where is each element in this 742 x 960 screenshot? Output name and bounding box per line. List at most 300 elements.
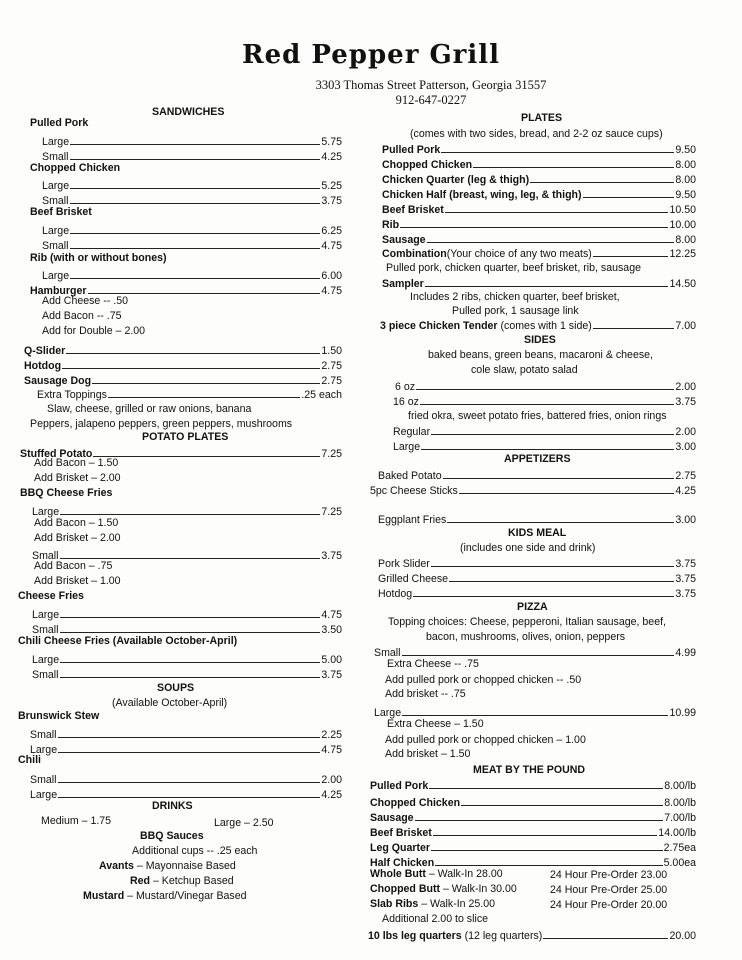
- menu-note: [47, 403, 251, 416]
- dotted-leader: [93, 456, 320, 457]
- section-heading: POTATO PLATES: [142, 431, 229, 443]
- menu-item: [393, 396, 696, 409]
- menu-note: [132, 845, 257, 858]
- menu-item-price: 4.75: [321, 744, 342, 756]
- menu-item-label: Sausage: [382, 234, 426, 246]
- menu-item-price: 4.75: [321, 285, 342, 297]
- menu-note-text: Medium – 1.75: [41, 815, 112, 827]
- menu-item-label: Beef Brisket: [382, 204, 444, 216]
- dotted-leader: [70, 278, 320, 279]
- menu-item-label: Add Bacon -- .75: [42, 310, 122, 322]
- menu-note: [370, 868, 503, 881]
- dotted-leader: [543, 938, 668, 939]
- menu-note-text: Pulled pork, 1 sausage link: [452, 305, 579, 317]
- menu-item-price: 3.50: [321, 624, 342, 636]
- menu-item-price: 2.75: [675, 470, 696, 482]
- menu-item-price: 3.75: [675, 396, 696, 408]
- menu-item-price: 3.75: [321, 195, 342, 207]
- menu-note: [460, 542, 595, 555]
- menu-item: [382, 204, 696, 217]
- dotted-leader: [60, 677, 321, 678]
- menu-item: [30, 162, 120, 175]
- menu-item-label: Hamburger: [30, 285, 87, 297]
- menu-item-label: 6 oz: [395, 381, 416, 393]
- menu-item-label: 16 oz: [393, 396, 419, 408]
- menu-item-price: 2.75: [321, 360, 342, 372]
- menu-item: [382, 219, 696, 232]
- menu-item-price: 4.75: [321, 609, 342, 621]
- menu-item-price: 8.00: [675, 174, 696, 186]
- menu-item-label: Large: [393, 441, 421, 453]
- menu-note: [410, 128, 663, 141]
- menu-item: [370, 827, 696, 840]
- menu-note: [112, 697, 227, 710]
- section-heading: SANDWICHES: [152, 106, 225, 118]
- menu-note-text: bacon, mushrooms, olives, onion, peppers: [426, 631, 626, 643]
- menu-note: [428, 349, 653, 362]
- menu-item-price: 7.25: [321, 448, 342, 460]
- menu-item-label: Large: [374, 707, 402, 719]
- dotted-leader: [530, 182, 674, 183]
- dotted-leader: [58, 782, 321, 783]
- menu-item-price: .25 each: [301, 389, 342, 401]
- menu-item: [378, 588, 696, 601]
- menu-item-label: Small: [32, 550, 59, 562]
- menu-item-price: 9.50: [675, 144, 696, 156]
- menu-item: [382, 144, 696, 157]
- dotted-leader: [593, 328, 675, 329]
- menu-item: [42, 295, 128, 308]
- menu-item-label: Chopped Chicken: [382, 159, 473, 171]
- menu-item-label: Small: [30, 774, 57, 786]
- menu-item: [370, 780, 696, 793]
- dotted-leader: [58, 752, 320, 753]
- menu-item-label: Pulled Pork: [370, 780, 429, 792]
- menu-item: [34, 575, 121, 588]
- section-heading: DRINKS: [152, 800, 193, 812]
- menu-note: [387, 718, 484, 731]
- section-heading: SOUPS: [157, 682, 195, 694]
- dotted-leader: [70, 203, 321, 204]
- menu-item: [380, 320, 696, 333]
- menu-item-price: 8.00/lb: [664, 780, 696, 792]
- dotted-leader: [445, 212, 669, 213]
- menu-item-label: Chicken Quarter (leg & thigh): [382, 174, 530, 186]
- dotted-leader: [108, 397, 300, 398]
- menu-item-price: 6.00: [321, 270, 342, 282]
- dotted-leader: [421, 449, 674, 450]
- dotted-leader: [427, 242, 675, 243]
- menu-item-label: Add Cheese -- .50: [42, 295, 128, 307]
- menu-note-text: Topping choices: Cheese, pepperoni, Italian sausage, beef,: [388, 616, 666, 628]
- menu-item-label: Pulled Pork: [30, 117, 89, 129]
- menu-item-label: Add Bacon – 1.50: [34, 457, 119, 469]
- section-heading: SIDES: [524, 334, 556, 346]
- dotted-leader: [66, 353, 320, 354]
- menu-item-label: Q-Slider: [24, 345, 66, 357]
- menu-item-label: Small: [32, 669, 59, 681]
- menu-note-text: Large – 2.50: [214, 817, 274, 829]
- menu-note-text: fried okra, sweet potato fries, battered fries, onion rings: [408, 410, 667, 422]
- menu-item: [382, 189, 696, 202]
- menu-item-price: 4.75: [321, 240, 342, 252]
- menu-item: [32, 669, 342, 682]
- menu-note: [387, 658, 479, 671]
- menu-note: [370, 898, 495, 911]
- dotted-leader: [449, 581, 674, 582]
- dotted-leader: [60, 617, 320, 618]
- menu-item-label: Small: [42, 240, 69, 252]
- menu-item-label: Add Brisket – 1.00: [34, 575, 121, 587]
- menu-item-label: Rib: [382, 219, 400, 231]
- menu-item: [368, 930, 696, 943]
- menu-item-label: Small: [42, 195, 69, 207]
- menu-item-price: 5.25: [321, 180, 342, 192]
- dotted-leader: [431, 566, 675, 567]
- menu-item-price: 5.75: [321, 136, 342, 148]
- dotted-leader: [70, 159, 321, 160]
- menu-item-price: 8.00: [675, 159, 696, 171]
- menu-item-price: 12.25: [669, 248, 696, 260]
- menu-item-label: Add Brisket – 2.00: [34, 532, 121, 544]
- menu-item-price: 4.25: [321, 151, 342, 163]
- menu-item-label: Pulled Pork: [382, 144, 441, 156]
- menu-item-label: Small: [30, 729, 57, 741]
- menu-item: [32, 654, 342, 667]
- menu-item: [378, 470, 696, 483]
- menu-item-price: 7.00/lb: [664, 812, 696, 824]
- dotted-leader: [420, 404, 674, 405]
- section-heading: KIDS MEAL: [508, 527, 567, 539]
- menu-item: [42, 325, 145, 338]
- menu-note-text: 24 Hour Pre-Order 23.00: [550, 869, 668, 881]
- menu-item: [34, 532, 121, 545]
- dotted-leader: [416, 389, 674, 390]
- menu-item-price: 2.00: [321, 774, 342, 786]
- menu-note-text: Additional 2.00 to slice: [382, 913, 489, 925]
- menu-item-label: Add Bacon – 1.50: [34, 517, 119, 529]
- dotted-leader: [441, 152, 674, 153]
- menu-item: [30, 206, 92, 219]
- restaurant-address: 3303 Thomas Street Patterson, Georgia 31557: [315, 78, 547, 92]
- dotted-leader: [60, 514, 320, 515]
- menu-item-price: 6.25: [321, 225, 342, 237]
- menu-item-label: 10 lbs leg quarters (12 leg quarters): [368, 930, 543, 942]
- menu-note: [83, 890, 247, 903]
- menu-note-text: Includes 2 ribs, chicken quarter, beef brisket,: [410, 291, 620, 303]
- menu-item: [393, 426, 696, 439]
- menu-note: [385, 734, 586, 747]
- menu-item: [37, 389, 342, 402]
- menu-item-label: Large: [42, 270, 70, 282]
- menu-note: [426, 631, 625, 644]
- dotted-leader: [58, 797, 320, 798]
- section-heading: PIZZA: [517, 601, 548, 613]
- menu-item-label: Large: [32, 654, 60, 666]
- menu-item: [34, 472, 121, 485]
- dotted-leader: [60, 662, 320, 663]
- menu-note: [30, 418, 292, 431]
- menu-item-label: Large: [42, 180, 70, 192]
- menu-item-price: 14.50: [669, 278, 696, 290]
- menu-item: [42, 310, 122, 323]
- dotted-leader: [402, 715, 668, 716]
- menu-item-label: Large: [42, 136, 70, 148]
- menu-item: [370, 842, 696, 855]
- menu-note-text: Red – Ketchup Based: [130, 875, 234, 887]
- section-heading: PLATES: [521, 112, 563, 124]
- menu-note: [408, 410, 667, 423]
- menu-item-label: Pork Slider: [378, 558, 430, 570]
- menu-note-text: 24 Hour Pre-Order 25.00: [550, 884, 668, 896]
- menu-item: [30, 117, 88, 130]
- menu-item: [30, 252, 167, 265]
- menu-item-price: 8.00: [675, 234, 696, 246]
- menu-item: [30, 774, 342, 787]
- menu-note-text: baked beans, green beans, macaroni & cheese,: [428, 349, 653, 361]
- menu-note-text: Additional cups -- .25 each: [132, 845, 258, 857]
- section-heading: MEAT BY THE POUND: [473, 764, 586, 776]
- menu-item-label: Large: [32, 506, 60, 518]
- menu-item-price: 10.00: [669, 219, 696, 231]
- menu-note: [130, 875, 234, 888]
- menu-note-text: Add brisket – 1.50: [385, 748, 471, 760]
- dotted-leader: [429, 788, 663, 789]
- menu-note-text: (comes with two sides, bread, and 2-2 oz sauce cups): [410, 128, 663, 140]
- dotted-leader: [58, 737, 321, 738]
- menu-item-label: Chopped Chicken: [30, 162, 121, 174]
- menu-item-label: Hotdog: [378, 588, 413, 600]
- dotted-leader: [88, 293, 321, 294]
- menu-note-text: Slaw, cheese, grilled or raw onions, banana: [47, 403, 252, 415]
- menu-item-price: 2.25: [321, 729, 342, 741]
- menu-item-label: Small: [32, 624, 59, 636]
- menu-item: [20, 487, 112, 500]
- menu-item-label: Cheese Fries: [18, 590, 84, 602]
- menu-note-text: (includes one side and drink): [460, 542, 596, 554]
- menu-item: [378, 558, 696, 571]
- menu-item: [18, 590, 84, 603]
- dotted-leader: [415, 820, 664, 821]
- dotted-leader: [70, 188, 320, 189]
- dotted-leader: [62, 368, 320, 369]
- menu-item-price: 1.50: [321, 345, 342, 357]
- menu-item-label: Extra Toppings: [37, 389, 107, 401]
- dotted-leader: [413, 596, 674, 597]
- menu-item-price: 14.00/lb: [658, 827, 696, 839]
- dotted-leader: [583, 197, 675, 198]
- menu-item-label: Chili Cheese Fries (Available October-April): [18, 635, 238, 647]
- menu-note: [471, 364, 578, 377]
- menu-item: [382, 248, 696, 261]
- menu-note: [550, 884, 667, 897]
- menu-item-label: Brunswick Stew: [18, 710, 100, 722]
- menu-item: [34, 517, 118, 530]
- menu-note-text: Extra Cheese -- .75: [387, 658, 479, 670]
- menu-item: [370, 485, 696, 498]
- menu-item: [24, 360, 342, 373]
- menu-note: [388, 616, 666, 629]
- dotted-leader: [447, 522, 674, 523]
- menu-note-text: Slab Ribs – Walk-In 25.00: [370, 898, 496, 910]
- menu-item-price: 3.75: [675, 573, 696, 585]
- dotted-leader: [92, 383, 320, 384]
- dotted-leader: [473, 167, 674, 168]
- menu-note: [452, 305, 579, 318]
- menu-item-label: Leg Quarter: [370, 842, 431, 854]
- menu-item-label: 5pc Cheese Sticks: [370, 485, 458, 497]
- dotted-leader: [461, 805, 663, 806]
- dotted-leader: [400, 227, 668, 228]
- menu-item-price: 9.50: [675, 189, 696, 201]
- menu-item-label: Sausage: [370, 812, 414, 824]
- menu-note: [550, 899, 667, 912]
- menu-note-text: Pulled pork, chicken quarter, beef brisket, rib, sausage: [386, 262, 641, 274]
- menu-item-label: Chicken Half (breast, wing, leg, & thigh): [382, 189, 582, 201]
- dotted-leader: [425, 286, 669, 287]
- menu-item-price: 7.25: [321, 506, 342, 518]
- menu-item-price: 3.75: [321, 550, 342, 562]
- menu-item-label: Beef Brisket: [370, 827, 432, 839]
- menu-item: [24, 375, 342, 388]
- menu-note: [385, 674, 581, 687]
- menu-note-text: Add pulled pork or chopped chicken – 1.00: [385, 734, 586, 746]
- menu-item: [32, 609, 342, 622]
- menu-item: [378, 573, 696, 586]
- menu-note: [382, 913, 488, 926]
- menu-item-label: Large: [30, 744, 58, 756]
- menu-note: [214, 817, 274, 830]
- menu-note-text: Chopped Butt – Walk-In 30.00: [370, 883, 517, 895]
- menu-item-label: Eggplant Fries: [378, 514, 447, 526]
- menu-note-text: Avants – Mayonnaise Based: [99, 860, 236, 872]
- dotted-leader: [60, 558, 321, 559]
- menu-item: [42, 225, 342, 238]
- section-heading: BBQ Sauces: [140, 830, 204, 842]
- menu-item: [42, 180, 342, 193]
- menu-item-label: Large: [42, 225, 70, 237]
- menu-item: [42, 136, 342, 149]
- menu-item: [30, 744, 342, 757]
- menu-item-label: Regular: [393, 426, 431, 438]
- menu-note: [410, 291, 620, 304]
- dotted-leader: [443, 478, 675, 479]
- menu-item: [370, 812, 696, 825]
- menu-item-price: 3.00: [675, 441, 696, 453]
- menu-item-price: 7.00: [675, 320, 696, 332]
- menu-note: [370, 883, 517, 896]
- menu-item-price: 2.75ea: [663, 842, 696, 854]
- menu-note-text: Peppers, jalapeno peppers, green peppers, mushrooms: [30, 418, 293, 430]
- menu-note-text: 24 Hour Pre-Order 20.00: [550, 899, 668, 911]
- menu-item: [18, 754, 41, 767]
- menu-item-label: Chili: [18, 754, 41, 766]
- restaurant-name: Red Pepper Grill: [242, 40, 500, 70]
- menu-item-label: Small: [42, 151, 69, 163]
- menu-item-label: Beef Brisket: [30, 206, 92, 218]
- menu-item-price: 3.00: [675, 514, 696, 526]
- menu-item-label: Grilled Cheese: [378, 573, 449, 585]
- menu-item-price: 4.25: [675, 485, 696, 497]
- menu-item-label: Small: [374, 647, 401, 659]
- section-heading: APPETIZERS: [504, 453, 571, 465]
- dotted-leader: [459, 493, 675, 494]
- dotted-leader: [70, 233, 320, 234]
- menu-item-price: 10.99: [669, 707, 696, 719]
- menu-note-text: Extra Cheese – 1.50: [387, 718, 484, 730]
- menu-item: [18, 710, 99, 723]
- menu-item-price: 2.00: [675, 381, 696, 393]
- menu-item-label: Stuffed Potato: [20, 448, 93, 460]
- dotted-leader: [431, 434, 674, 435]
- menu-item-price: 4.99: [675, 647, 696, 659]
- menu-note: [386, 262, 641, 275]
- menu-note: [550, 869, 667, 882]
- menu-item: [34, 457, 118, 470]
- menu-item-label: Rib (with or without bones): [30, 252, 167, 264]
- menu-item-price: 3.75: [321, 669, 342, 681]
- menu-item-label: 3 piece Chicken Tender (comes with 1 side): [380, 320, 592, 332]
- menu-item: [30, 729, 342, 742]
- menu-item: [382, 174, 696, 187]
- menu-item-label: Sampler: [382, 278, 424, 290]
- menu-item-price: 3.75: [675, 558, 696, 570]
- menu-note: [99, 860, 236, 873]
- menu-item-label: Chopped Chicken: [370, 797, 461, 809]
- menu-item-price: 2.00: [675, 426, 696, 438]
- menu-item-price: 5.00ea: [663, 857, 696, 869]
- menu-item-price: 3.75: [675, 588, 696, 600]
- dotted-leader: [402, 655, 675, 656]
- menu-note-text: Add pulled pork or chopped chicken -- .50: [385, 674, 582, 686]
- menu-item-label: Combination(Your choice of any two meats): [382, 248, 592, 260]
- menu-item: [395, 381, 696, 394]
- menu-note-text: Mustard – Mustard/Vinegar Based: [83, 890, 247, 902]
- dotted-leader: [60, 632, 321, 633]
- menu-item-label: Hotdog: [24, 360, 62, 372]
- dotted-leader: [435, 865, 662, 866]
- menu-item-label: Add for Double – 2.00: [42, 325, 146, 337]
- menu-item-label: Add Bacon – .75: [34, 560, 113, 572]
- menu-item: [24, 345, 342, 358]
- menu-item: [42, 270, 342, 283]
- dotted-leader: [593, 256, 669, 257]
- menu-item-price: 2.75: [321, 375, 342, 387]
- menu-item: [382, 278, 696, 291]
- menu-item-price: 4.25: [321, 789, 342, 801]
- menu-note-text: cole slaw, potato salad: [471, 364, 578, 376]
- menu-item-label: BBQ Cheese Fries: [20, 487, 113, 499]
- menu-item-label: Sausage Dog: [24, 375, 92, 387]
- menu-note-text: (Available October-April): [112, 697, 228, 709]
- dotted-leader: [70, 248, 321, 249]
- menu-item-label: Large: [30, 789, 58, 801]
- menu-item-price: 5.00: [321, 654, 342, 666]
- dotted-leader: [431, 850, 663, 851]
- menu-item: [34, 560, 112, 573]
- menu-item-price: 20.00: [669, 930, 696, 942]
- menu-item-label: Baked Potato: [378, 470, 442, 482]
- menu-item-label: Large: [32, 609, 60, 621]
- menu-item: [382, 234, 696, 247]
- menu-note: [385, 688, 466, 701]
- menu-note: [385, 748, 470, 761]
- dotted-leader: [433, 835, 657, 836]
- dotted-leader: [70, 144, 320, 145]
- menu-item: [370, 797, 696, 810]
- menu-item-price: 10.50: [669, 204, 696, 216]
- menu-item: [378, 514, 696, 527]
